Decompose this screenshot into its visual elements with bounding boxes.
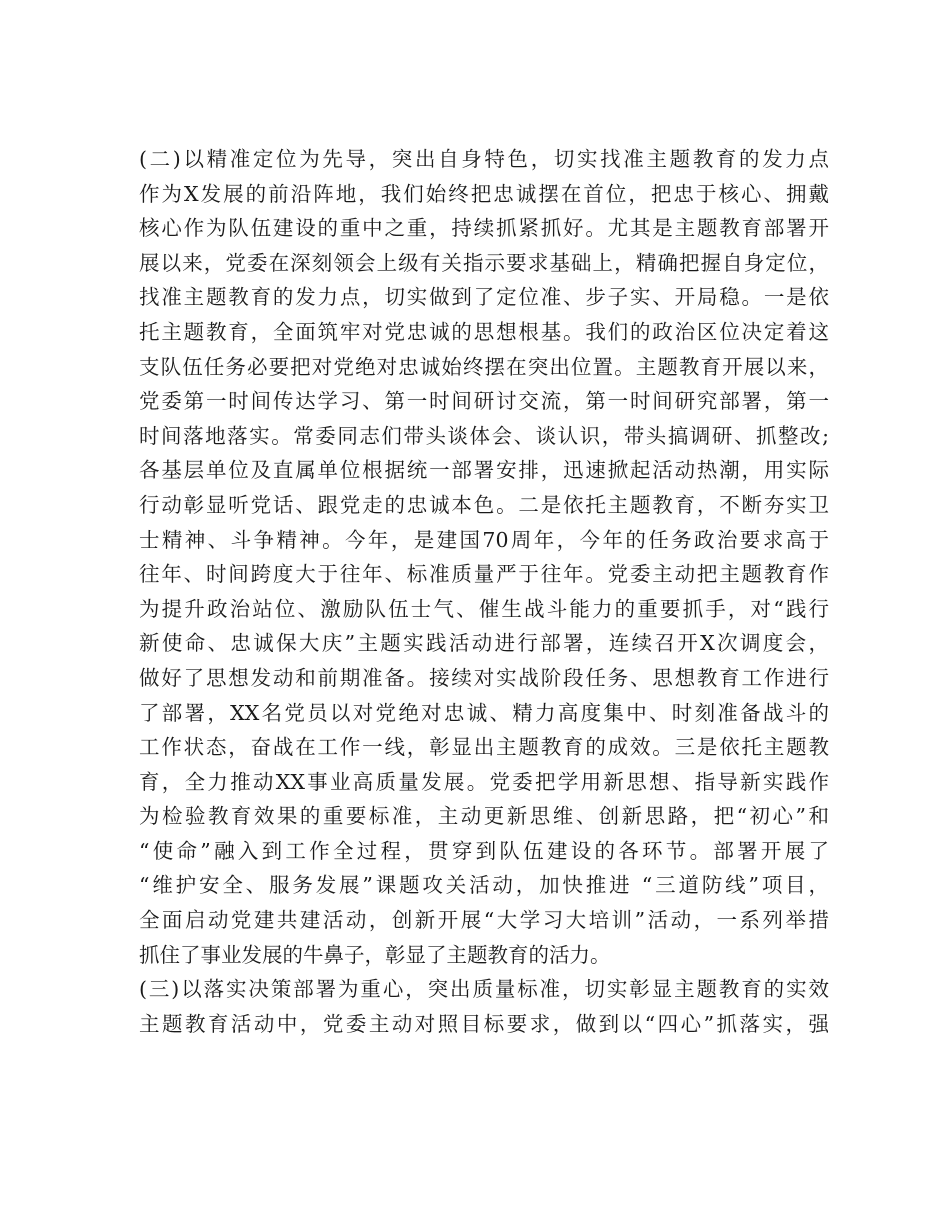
text-line: (二)以精准定位为先导，突出自身特色，切实找准主题教育的发力点	[139, 147, 829, 171]
text-line: 了部署，XX名党员以对党绝对忠诚、精力高度集中、时刻准备战斗的	[139, 700, 829, 725]
text-line: 展以来，党委在深刻领会上级有关指示要求基础上，精确把握自身定位，	[139, 250, 829, 275]
text-line: 为提升政治站位、激励队伍士气、催生战斗能力的重要抓手，对“践行	[139, 596, 829, 621]
text-line: 士精神、斗争精神。今年，是建国70周年，今年的任务政治要求高于	[139, 527, 829, 552]
text-line: 行动彰显听党话、跟党走的忠诚本色。二是依托主题教育，不断夯实卫	[139, 492, 829, 517]
text-line: “维护安全、服务发展”课题攻关活动，加快推进 “三道防线”项目，	[139, 873, 829, 898]
text-line: 找准主题教育的发力点，切实做到了定位准、步子实、开局稳。一是依	[139, 285, 829, 310]
text-line: 主题教育活动中，党委主动对照目标要求，做到以“四心”抓落实，强	[139, 1011, 829, 1036]
body-text	[139, 142, 829, 1041]
text-line: 工作状态，奋战在工作一线，彰显出主题教育的成效。三是依托主题教	[139, 735, 829, 760]
text-line: 支队伍任务必要把对党绝对忠诚始终摆在突出位置。主题教育开展以来，	[139, 354, 829, 379]
text-line: 为检验教育效果的重要标准，主动更新思维、创新思路，把“初心”和	[139, 804, 829, 829]
text-line: 各基层单位及直属单位根据统一部署安排，迅速掀起活动热潮，用实际	[139, 458, 829, 483]
text-line: “使命”融入到工作全过程，贯穿到队伍建设的各环节。部署开展了	[139, 838, 829, 863]
text-line: 做好了思想发动和前期准备。接续对实战阶段任务、思想教育工作进行	[139, 665, 829, 690]
text-line: 托主题教育，全面筑牢对党忠诚的思想根基。我们的政治区位决定着这	[139, 319, 829, 344]
text-line: 往年、时间跨度大于往年、标准质量严于往年。党委主动把主题教育作	[139, 562, 829, 587]
text-line: 作为X发展的前沿阵地，我们始终把忠诚摆在首位，把忠于核心、拥戴	[139, 181, 829, 206]
text-line: 育，全力推动XX事业高质量发展。党委把学用新思想、指导新实践作	[139, 769, 829, 794]
text-line: 时间落地落实。常委同志们带头谈体会、谈认识，带头搞调研、抓整改;	[139, 423, 829, 448]
text-line: 全面启动党建共建活动，创新开展“大学习大培训”活动，一系列举措	[139, 908, 829, 933]
text-line: 抓住了事业发展的牛鼻子，彰显了主题教育的活力。	[139, 942, 611, 967]
text-line: 新使命、忠诚保大庆”主题实践活动进行部署，连续召开X次调度会，	[139, 631, 829, 656]
text-line: 核心作为队伍建设的重中之重，持续抓紧抓好。尤其是主题教育部署开	[139, 216, 829, 241]
text-line: 党委第一时间传达学习、第一时间研讨交流，第一时间研究部署，第一	[139, 389, 829, 414]
section-heading: (三)以落实决策部署为重心，突出质量标准，切实彰显主题教育的实效	[139, 977, 829, 1002]
